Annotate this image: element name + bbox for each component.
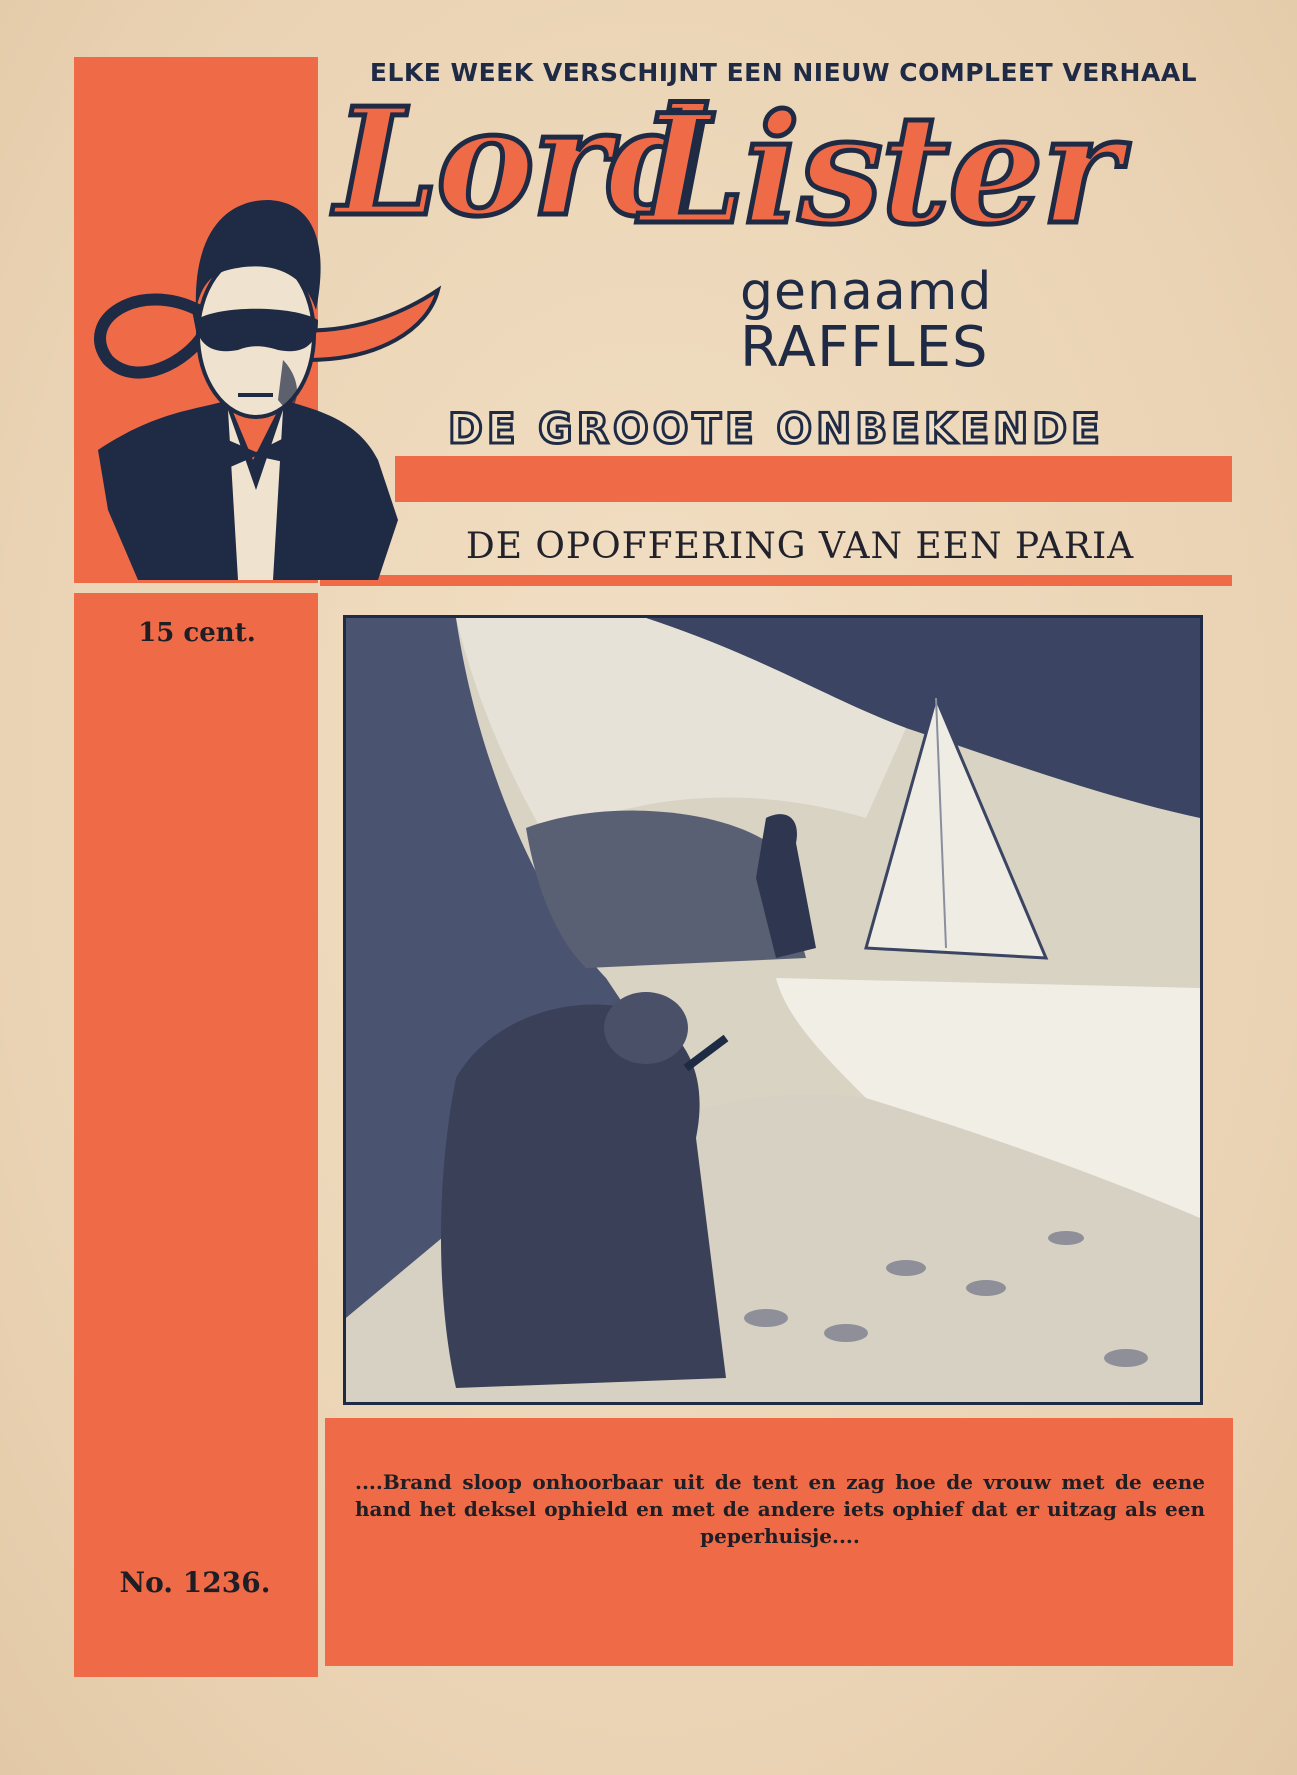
series-subtitle: DE GROOTE ONBEKENDE bbox=[448, 404, 1104, 453]
illustration-caption: ....Brand sloop onhoorbaar uit de tent en zag hoe de vrouw met de eene hand het deksel ophield en met de andere iets ophief dat er uitzag als een peperhuisje.... bbox=[355, 1470, 1205, 1548]
logo-word-lord: Lord bbox=[335, 75, 708, 249]
masked-gentleman-icon bbox=[78, 160, 458, 580]
cover-illustration bbox=[343, 615, 1203, 1405]
left-column-divider bbox=[74, 583, 318, 593]
logo-word-lister: Lister bbox=[640, 82, 1119, 258]
tagline: ELKE WEEK VERSCHIJNT EEN NIEUW COMPLEET VERHAAL bbox=[369, 58, 1198, 87]
issue-number: No. 1236. bbox=[119, 1566, 271, 1599]
header-red-band bbox=[395, 456, 1232, 502]
logo-genaamd: genaamd bbox=[740, 262, 993, 322]
story-title: DE OPOFFERING VAN EEN PARIA bbox=[465, 526, 1135, 567]
logo-raffles: RAFFLES bbox=[740, 315, 989, 380]
price-label: 15 cent. bbox=[138, 618, 256, 648]
